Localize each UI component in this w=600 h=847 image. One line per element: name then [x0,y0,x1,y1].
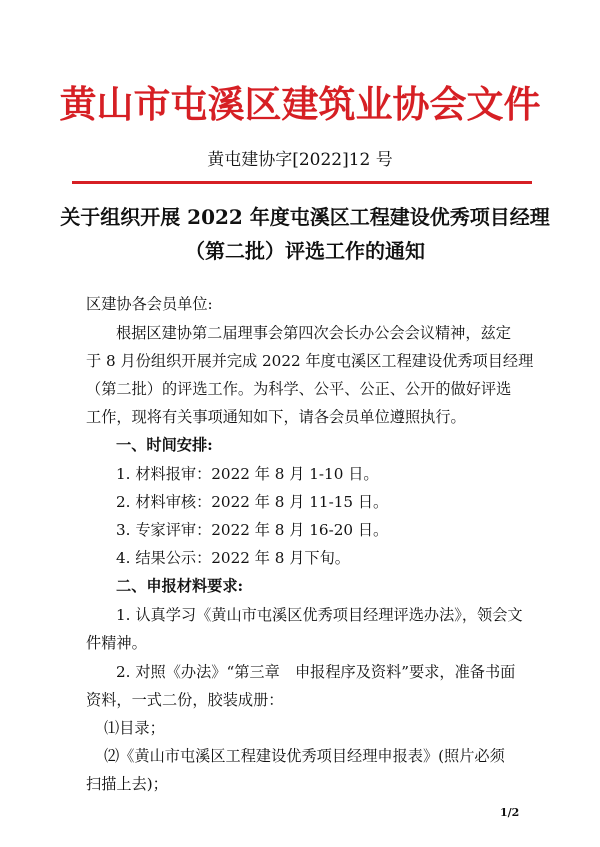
paragraph-line: 于 8 月份组织开展并完成 2022 年度屯溪区工程建设优秀项目经理 [86,352,534,370]
section-heading-materials: 二、申报材料要求: [116,577,244,595]
org-header-title: 黄山市屯溪区建筑业协会文件 [59,82,541,126]
red-divider-line [72,181,532,184]
requirement-line: 1. 认真学习《黄山市屯溪区优秀项目经理评选办法》，领会文 [116,606,523,624]
list-item: ⑴目录； [104,719,165,737]
schedule-item: 3. 专家评审：2022 年 8 月 16-20 日。 [116,521,389,539]
salutation: 区建协各会员单位: [86,295,213,313]
paragraph-line: 根据区建协第二届理事会第四次会长办公会会议精神，兹定 [116,324,511,342]
schedule-item: 2. 材料审核：2022 年 8 月 11-15 日。 [116,493,389,511]
paragraph-line: （第二批）的评选工作。为科学、公平、公正、公开的做好评选 [86,380,512,398]
requirement-line: 2. 对照《办法》“第三章 申报程序及资料”要求，准备书面 [116,663,516,681]
paragraph-line: 工作，现将有关事项通知如下，请各会员单位遵照执行。 [86,408,466,426]
notice-title [60,200,550,268]
schedule-item: 4. 结果公示：2022 年 8 月下旬。 [116,549,350,567]
list-item: ⑵《黄山市屯溪区工程建设优秀项目经理申报表》(照片必须 [104,747,505,765]
schedule-item: 1. 材料报审：2022 年 8 月 1-10 日。 [116,465,379,483]
document-number: 黄屯建协字[2022]12 号 [207,150,393,170]
notice-title-line: 关于组织开展 2022 年度屯溪区工程建设优秀项目经理 [60,205,550,229]
section-heading-schedule: 一、时间安排: [116,436,213,454]
page-number: 1/2 [500,806,520,819]
notice-title-line: （第二批）评选工作的通知 [185,239,425,263]
requirement-line: 资料，一式二份，胶装成册： [86,691,284,709]
requirement-line: 件精神。 [86,634,147,652]
list-item: 扫描上去)； [86,775,168,793]
